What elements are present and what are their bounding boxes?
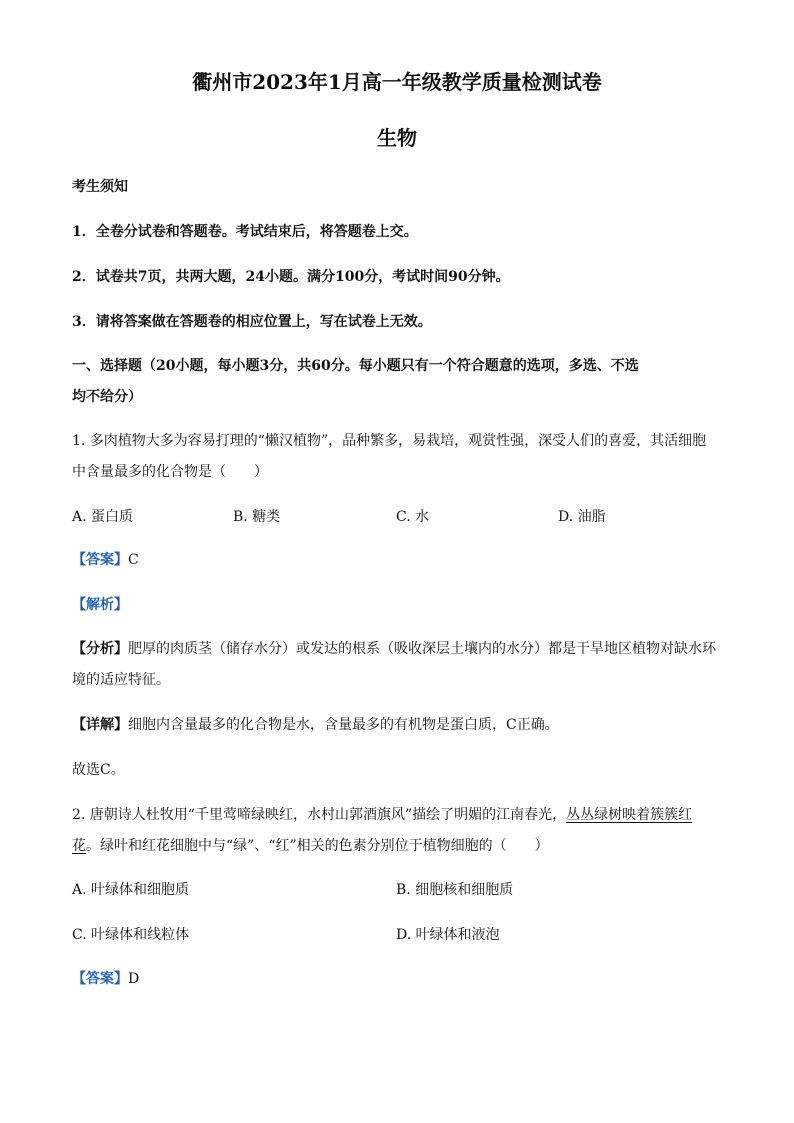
q1-answer-label: 【答案】	[72, 552, 128, 568]
q1-fenxi-label: 【分析】	[72, 641, 128, 657]
section-heading-line2: 均不给分）	[72, 389, 142, 405]
q2-stem-line1	[72, 805, 692, 825]
q1-conclusion: 故选C。	[72, 762, 125, 778]
notice-item-3: 3．请将答案做在答题卷的相应位置上，写在试卷上无效。	[72, 314, 432, 330]
notice-item-2: 2．试卷共7页，共两大题，24小题。满分100分，考试时间90分钟。	[72, 269, 510, 285]
q2-stem-line2	[72, 836, 549, 856]
q1-xiangjie-label: 【详解】	[72, 717, 128, 733]
q2-option-d: D. 叶绿体和液泡	[396, 927, 500, 943]
q1-fenxi-line2: 境的适应特征。	[72, 672, 170, 688]
q1-xiangjie-line	[72, 715, 559, 735]
section-heading-line1: 一、选择题（20小题，每小题3分，共60分。每小题只有一个符合题意的选项，多选、不选	[72, 358, 639, 374]
subject-title: 生物	[377, 126, 417, 150]
q2-option-c: C. 叶绿体和线粒体	[72, 927, 190, 943]
q2-answer-line	[72, 969, 139, 989]
q1-fenxi-text1: 肥厚的肉质茎（储存水分）或发达的根系（吸收深层土壤内的水分）都是干旱地区植物对缺水环	[128, 641, 716, 657]
q1-option-c: C. 水	[396, 509, 430, 525]
q1-xiangjie-text: 细胞内含量最多的化合物是水，含量最多的有机物是蛋白质，C正确。	[128, 717, 559, 733]
exam-title: 衢州市2023年1月高一年级教学质量检测试卷	[192, 70, 602, 94]
q2-option-b: B. 细胞核和细胞质	[396, 882, 514, 898]
q2-answer-label: 【答案】	[72, 971, 128, 987]
notice-item-1: 1．全卷分试卷和答题卷。考试结束后，将答题卷上交。	[72, 224, 418, 240]
q2-stem-underlined-2: 花	[72, 838, 86, 854]
q1-answer-line	[72, 550, 139, 570]
q1-stem-line1: 1. 多肉植物大多为容易打理的“懒汉植物”，品种繁多，易栽培，观赏性强，深受人们的喜爱，其活细胞	[72, 433, 707, 449]
q2-stem-text1a: 2. 唐朝诗人杜牧用“千里莺啼绿映红，水村山郭酒旗风”描绘了明媚的江南春光，	[72, 807, 567, 823]
q2-stem-text2b: 。绿叶和红花细胞中与“绿”、“红”相关的色素分别位于植物细胞的（ ）	[86, 838, 549, 854]
q1-analysis-label: 【解析】	[72, 597, 128, 613]
q1-option-d: D. 油脂	[558, 509, 606, 525]
q1-analysis-line	[72, 595, 128, 615]
q1-stem-line2: 中含量最多的化合物是（ ）	[72, 464, 268, 480]
q2-stem-underlined-1: 丛丛绿树映着簇簇红	[566, 807, 693, 823]
q2-option-a: A. 叶绿体和细胞质	[72, 882, 190, 898]
notice-heading: 考生须知	[72, 179, 128, 195]
q1-answer-value: C	[128, 552, 139, 568]
q1-option-b: B. 糖类	[233, 509, 281, 525]
q1-fenxi-line1	[72, 639, 716, 659]
q2-answer-value: D	[128, 971, 140, 987]
q1-option-a: A. 蛋白质	[72, 509, 134, 525]
